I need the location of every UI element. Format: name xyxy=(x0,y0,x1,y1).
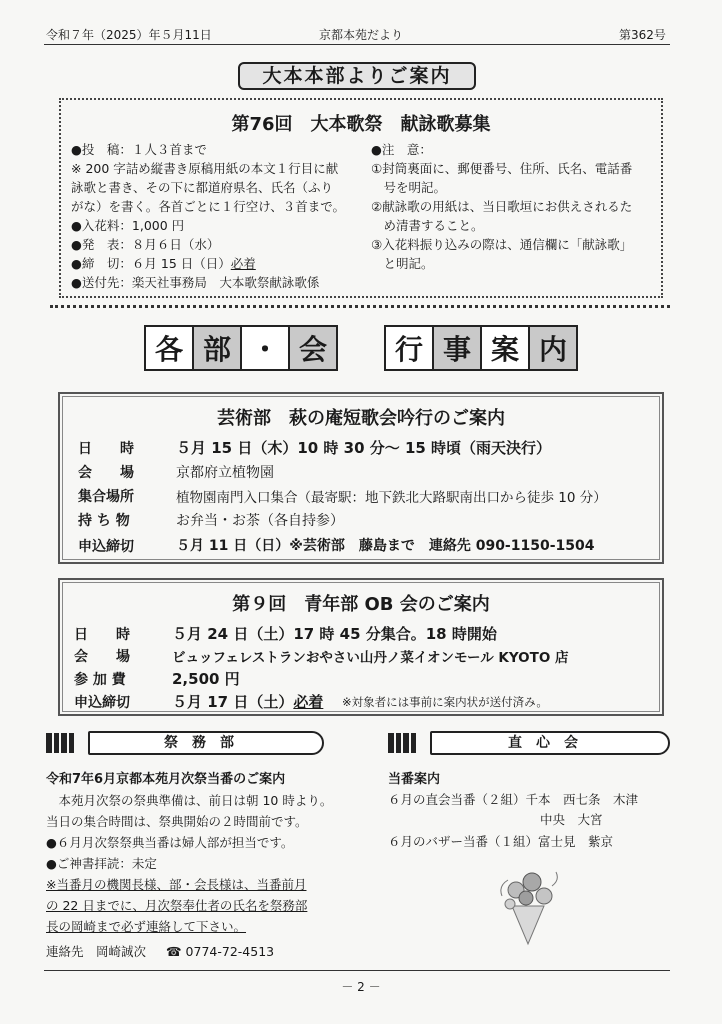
poem-contest-box xyxy=(59,98,663,298)
contest-note: め清書すること。 xyxy=(371,218,484,233)
footer-rule xyxy=(44,970,670,971)
saimu-title: 令和7年6月京都本苑月次祭当番のご案内 xyxy=(46,772,286,787)
contest-line: ●発 表：８月６日（水） xyxy=(71,237,220,252)
saimu-underlined-line: 長の岡崎まで必ず連絡して下さい。 xyxy=(46,919,247,934)
banner-char: 各 xyxy=(146,327,194,369)
saimu-line: ●ご神書拝読：未定 xyxy=(46,856,157,871)
event2-label: 申込締切 xyxy=(74,695,130,711)
saimu-contact-phone: ☎ 0774-72-4513 xyxy=(166,944,275,959)
contest-line: ●投 稿：１人３首まで xyxy=(71,142,207,157)
art-dept-event-box xyxy=(58,392,664,564)
banner-char: 案 xyxy=(482,327,530,369)
header-rule xyxy=(44,44,670,45)
chokushin-line: ６月の直会当番（２組）千本 西七条 木津 xyxy=(388,792,639,807)
contest-right-column xyxy=(371,140,632,273)
contest-line: ※ 200 字詰め縦書き原稿用紙の本文１行目に献 xyxy=(71,161,339,176)
saimu-line: ●６月月次祭祭典当番は婦人部が担当です。 xyxy=(46,835,294,850)
issue-number: 第362号 xyxy=(619,28,666,42)
event2-value: ５月 24 日（土）17 時 45 分集合。18 時開始 xyxy=(172,625,497,643)
event1-value: 京都府立植物園 xyxy=(176,465,274,481)
saimu-underlined-line: の 22 日までに、月次祭奉仕者の氏名を祭務部 xyxy=(46,898,308,913)
youth-ob-event-box xyxy=(58,578,664,716)
contest-line: がな）を書く。各首ごとに１行空け、３首まで。 xyxy=(71,199,346,214)
saimu-body xyxy=(46,790,332,937)
contest-left-column xyxy=(71,140,345,292)
chokushin-header: 直心会 xyxy=(430,731,670,755)
contest-note: と明記。 xyxy=(371,256,434,271)
saimu-underlined-line: ※当番月の機関長様、部・会長様は、当番前月 xyxy=(46,877,307,892)
event1-label: 会 場 xyxy=(78,465,134,481)
chokushin-line: ６月のバザー当番（１組）富士見 紫京 xyxy=(388,834,614,849)
event1-value: 植物園南門入口集合（最寄駅：地下鉄北大路駅南出口から徒歩 10 分） xyxy=(176,490,607,506)
banner-char: 事 xyxy=(434,327,482,369)
banner-char: ・ xyxy=(242,327,290,369)
contest-note: ③入花料振り込みの際は、通信欄に「献詠歌」 xyxy=(371,237,633,252)
event1-title: 芸術部 萩の庵短歌会吟行のご案内 xyxy=(217,408,505,429)
banner-char: 行 xyxy=(386,327,434,369)
chokushin-title: 当番案内 xyxy=(388,772,441,787)
saimu-contact-name: 連絡先 岡崎誠次 xyxy=(46,944,147,959)
event2-value: 2,500 円 xyxy=(172,670,240,688)
contest-line: 詠歌と書き、その下に都道府県名、氏名（ふり xyxy=(71,180,334,195)
section-banner-events xyxy=(384,325,578,371)
contest-note: ②献詠歌の用紙は、当日歌垣にお供えされるた xyxy=(371,199,633,214)
event2-notice: ※対象者には事前に案内状が送付済み。 xyxy=(342,695,548,709)
banner-char: 部 xyxy=(194,327,242,369)
event2-value: ５月 17 日（土）必着 xyxy=(172,693,324,711)
chokushin-line: 中央 大宮 xyxy=(540,812,603,827)
event1-value: ５月 15 日（木）10 時 30 分～ 15 時頃（雨天決行） xyxy=(176,439,552,457)
head-office-banner: 大本本部よりご案内 xyxy=(238,62,476,90)
event1-value: ５月 11 日（日）※芸術部 藤島まで 連絡先 090-1150-1504 xyxy=(176,538,595,554)
contest-note: ①封筒裏面に、郵便番号、住所、氏名、電話番 xyxy=(371,161,633,176)
event1-label: 申込締切 xyxy=(78,539,134,555)
poem-contest-title: 第76回 大本歌祭 献詠歌募集 xyxy=(231,114,491,135)
publication-name: 京都本苑だより xyxy=(319,28,404,42)
event2-value: ビュッフェレストランおやさい山丹ノ菜イオンモール KYOTO 店 xyxy=(172,650,569,666)
dotted-divider xyxy=(50,305,670,308)
event1-label: 日 時 xyxy=(78,441,134,457)
page-number: － 2 － xyxy=(341,980,381,994)
flower-bouquet-icon xyxy=(492,866,564,946)
issue-date: 令和７年（2025）年５月11日 xyxy=(46,28,212,42)
banner-char: 会 xyxy=(290,327,336,369)
contest-note: ●注 意： xyxy=(371,142,432,157)
contest-line: ●送付先：楽天社事務局 大本歌祭献詠歌係 xyxy=(71,275,320,290)
saimu-line: 当日の集合時間は、祭典開始の２時間前です。 xyxy=(46,814,308,829)
deadline-note: 必着 xyxy=(293,693,324,711)
event2-title: 第９回 青年部 OB 会のご案内 xyxy=(232,594,490,615)
event1-label: 持 ち 物 xyxy=(78,513,130,529)
saimu-line: 本苑月次祭の祭典準備は、前日は朝 10 時より。 xyxy=(46,793,333,808)
event1-value: お弁当・お茶（各自持参） xyxy=(176,513,344,529)
section-banner-departments xyxy=(144,325,338,371)
contest-line-deadline: ●締 切：６月 15 日（日）必着 xyxy=(71,256,256,271)
stripes-icon xyxy=(46,733,74,753)
stripes-icon xyxy=(388,733,416,753)
event2-label: 日 時 xyxy=(74,627,130,643)
contest-note: 号を明記。 xyxy=(371,180,447,195)
contest-line: ●入花料：1,000 円 xyxy=(71,218,185,233)
event2-label: 会 場 xyxy=(74,649,130,665)
saimu-header: 祭務部 xyxy=(88,731,324,755)
deadline-note: 必着 xyxy=(230,256,256,271)
event2-label: 参 加 費 xyxy=(74,672,126,688)
banner-char: 内 xyxy=(530,327,576,369)
event1-label: 集合場所 xyxy=(78,489,134,505)
